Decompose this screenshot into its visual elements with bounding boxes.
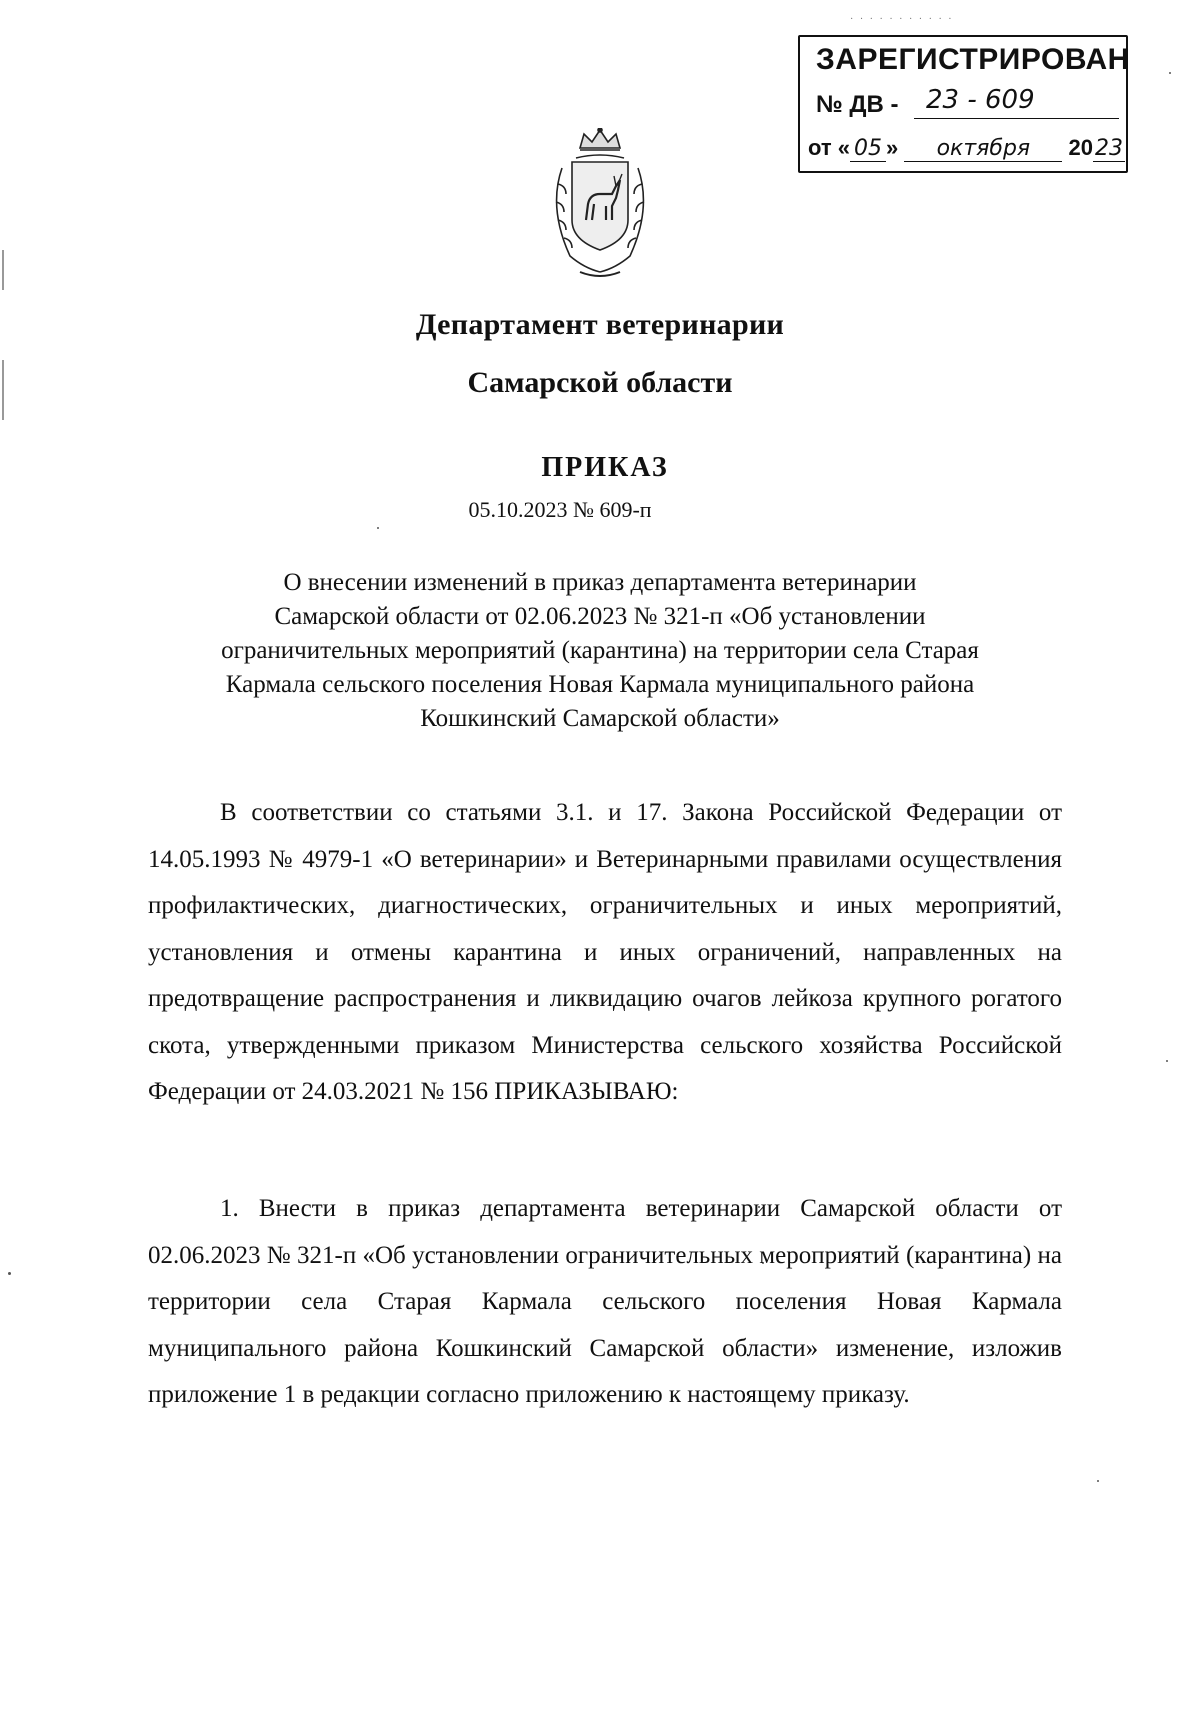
department-name-line1: Департамент ветеринарии xyxy=(415,308,785,341)
order-title-line: Кармала сельского поселения Новая Кармала муниципального района xyxy=(225,671,975,698)
stamp-year-handwritten: 23 xyxy=(1095,136,1123,161)
scan-speck xyxy=(1166,1060,1168,1062)
scan-speck xyxy=(1097,1480,1099,1482)
stamp-number-handwritten: 23 - 609 xyxy=(914,85,1119,119)
scan-dots: · · · · · · · · · · · xyxy=(850,14,954,25)
scan-edge-mark xyxy=(2,250,4,290)
order-title-line: Кошкинский Самарской области» xyxy=(420,705,780,732)
order-title-line: О внесении изменений в приказ департамента ветеринарии xyxy=(283,569,917,596)
document-type: ПРИКАЗ xyxy=(541,452,669,483)
order-date-number: 05.10.2023 № 609-п xyxy=(468,497,652,522)
scan-speck xyxy=(8,1272,11,1275)
stamp-date-month: октября xyxy=(904,136,1062,162)
order-title-line: Самарской области от 02.06.2023 № 321-п «Об установлении xyxy=(274,603,926,630)
stamp-date-prefix: от « xyxy=(808,135,851,160)
order-title xyxy=(0,566,1200,736)
item-1-paragraph xyxy=(148,1186,1062,1419)
stamp-number-label: № ДВ - xyxy=(816,91,899,118)
preamble-paragraph xyxy=(148,790,1062,1116)
department-name-line2: Самарской области xyxy=(467,366,733,399)
stamp-year-prefix: 20 xyxy=(1068,135,1093,160)
samara-coat-of-arms-icon xyxy=(532,128,668,282)
preamble-text: В соответствии со статьями 3.1. и 17. Закона Российской Федерации от 14.05.1993 № 4979-1 «О ветеринарии» и Ветеринарными правилами осуществления профилактических, диагностических, ограничительных и иных мероприятий, установления и отмены карантина и иных ограничений, направленных на предотвращение распространения и ликвидацию очагов лейкоза крупного рогатого скота, утвержденными приказом Министерства сельского хозяйства Российской Федерации от 24.03.2021 № 156 ПРИКАЗЫВАЮ: xyxy=(148,799,1062,1105)
stamp-title: ЗАРЕГИСТРИРОВАН xyxy=(816,43,1130,76)
item-1-text: 1. Внести в приказ департамента ветеринарии Самарской области от 02.06.2023 № 321-п «Об установлении ограничительных мероприятий (карантина) на территории села Старая Кармала сельского поселения Новая Кармала муниципального района Кошкинский Самарской области» изменение, изложив приложение 1 в редакции согласно приложению к настоящему приказу. xyxy=(148,1195,1062,1408)
stamp-date-day: 05 xyxy=(850,136,886,162)
stamp-date-mid: » xyxy=(886,135,899,160)
scan-speck xyxy=(1169,72,1171,74)
stamp-date xyxy=(808,135,1125,162)
registration-stamp xyxy=(798,35,1128,173)
order-title-line: ограничительных мероприятий (карантина) на территории села Старая xyxy=(221,637,979,664)
scan-speck xyxy=(377,527,379,529)
